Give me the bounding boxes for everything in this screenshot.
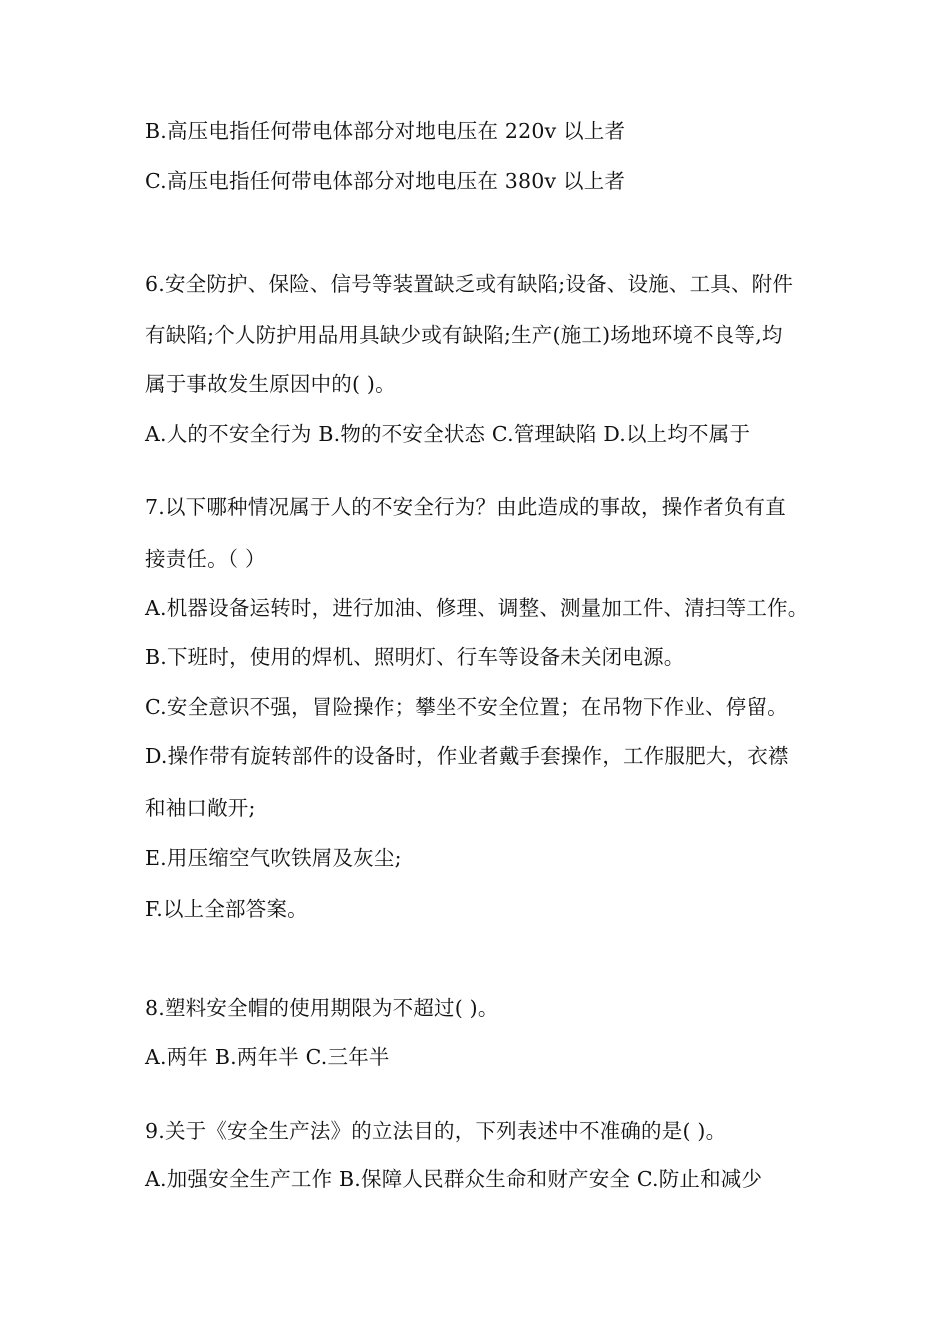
option-q7-e: E.用压缩空气吹铁屑及灰尘; [145, 846, 402, 870]
question-7-stem-line-2: 接责任。（ ） [145, 547, 266, 571]
question-8-stem: 8.塑料安全帽的使用期限为不超过( )。 [145, 996, 499, 1020]
option-q7-d: D.操作带有旋转部件的设备时，作业者戴手套操作，工作服肥大，衣襟 [145, 744, 789, 768]
question-6-stem-line-1: 6.安全防护、保险、信号等装置缺乏或有缺陷;设备、设施、工具、附件 [145, 272, 794, 296]
option-q7-c: C.安全意识不强，冒险操作；攀坐不安全位置；在吊物下作业、停留。 [145, 695, 788, 719]
option-q5-c: C.高压电指任何带电体部分对地电压在 380v 以上者 [145, 169, 626, 193]
option-q7-f: F.以上全部答案。 [145, 897, 308, 921]
question-6-options: A.人的不安全行为 B.物的不安全状态 C.管理缺陷 D.以上均不属于 [145, 422, 751, 446]
question-6-stem-line-2: 有缺陷;个人防护用品用具缺少或有缺陷;生产(施工)场地环境不良等,均 [145, 323, 783, 347]
option-q7-b: B.下班时，使用的焊机、照明灯、行车等设备未关闭电源。 [145, 645, 685, 669]
option-q5-b: B.高压电指任何带电体部分对地电压在 220v 以上者 [145, 119, 626, 143]
question-9-stem: 9.关于《安全生产法》的立法目的，下列表述中不准确的是( )。 [145, 1119, 727, 1143]
option-q7-a: A.机器设备运转时，进行加油、修理、调整、测量加工件、清扫等工作。 [145, 596, 809, 620]
question-9-options: A.加强安全生产工作 B.保障人民群众生命和财产安全 C.防止和减少 [145, 1167, 763, 1191]
question-6-stem-line-3: 属于事故发生原因中的( )。 [145, 372, 396, 396]
question-8-options: A.两年 B.两年半 C.三年半 [145, 1045, 390, 1069]
option-q7-d-cont: 和袖口敞开; [145, 796, 256, 820]
question-7-stem-line-1: 7.以下哪种情况属于人的不安全行为？由此造成的事故，操作者负有直 [145, 495, 786, 519]
